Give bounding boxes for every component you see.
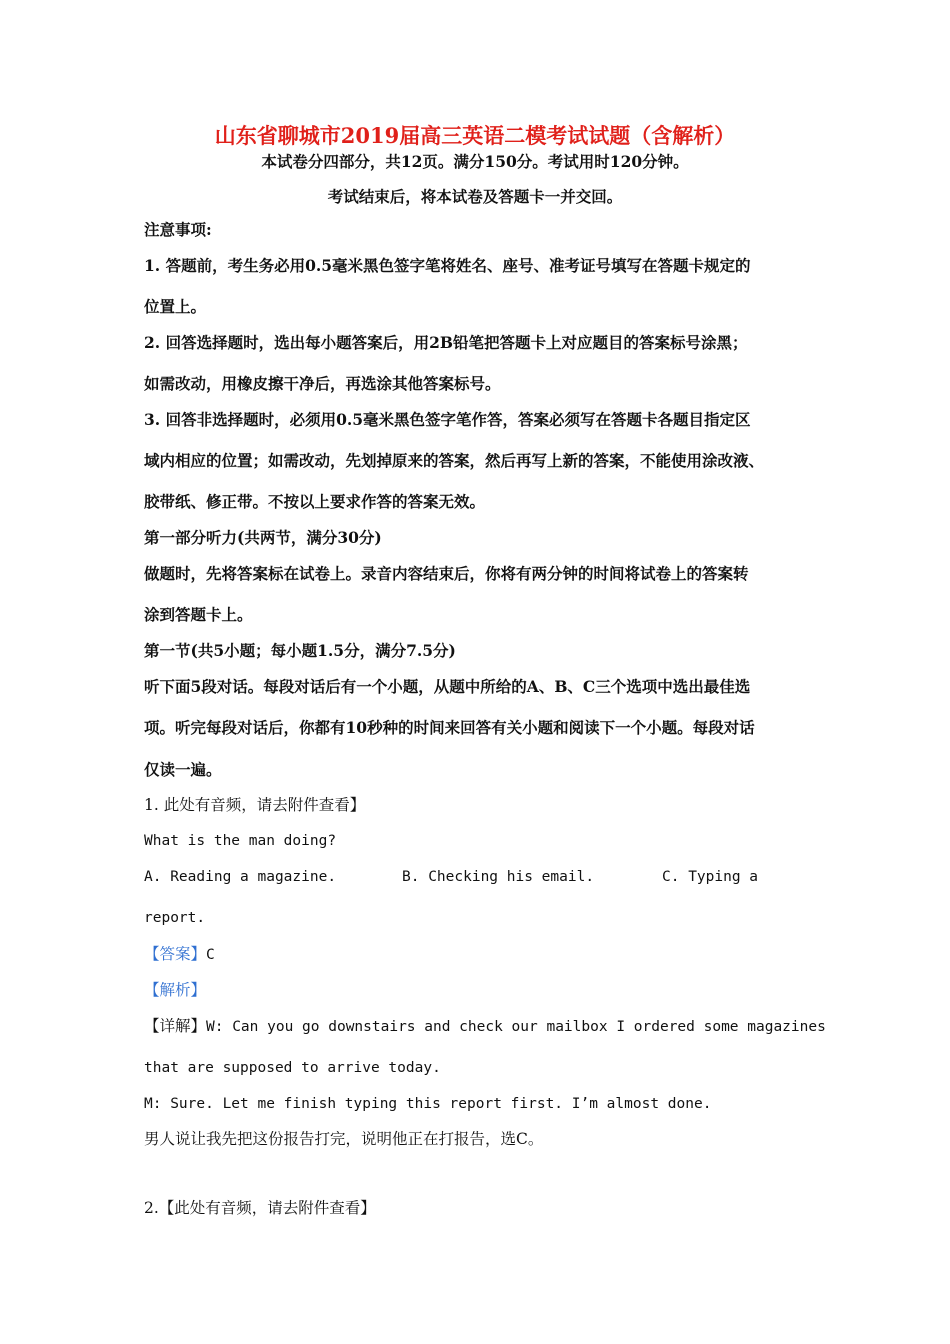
section1-desc-line-2: 项。听完每段对话后，你都有10秒种的时间来回答有关小题和阅读下一个小题。每段对话	[144, 718, 755, 737]
note-3-line-1: 3. 回答非选择题时，必须用0.5毫米黑色签字笔作答，答案必须写在答题卡各题目指定区	[144, 410, 751, 429]
note-1-line-2: 位置上。	[144, 297, 207, 316]
option-a: A. Reading a magazine.	[144, 869, 337, 885]
detail-line-1	[144, 1016, 826, 1037]
analysis-tag: 【解析】	[144, 981, 207, 999]
option-c-continued: report.	[144, 910, 206, 926]
note-2-line-1: 2. 回答选择题时，选出每小题答案后，用2B铅笔把答题卡上对应题目的答案标号涂黑；	[144, 333, 748, 352]
detail-line-2: that are supposed to arrive today.	[144, 1060, 441, 1076]
question-1-text: What is the man doing?	[144, 833, 337, 849]
option-c: C. Typing a	[662, 869, 759, 885]
section1-desc-line-1: 听下面5段对话。每段对话后有一个小题，从题中所给的A、B、C三个选项中选出最佳选	[144, 677, 751, 696]
part1-heading: 第一部分听力(共两节，满分30分)	[144, 528, 382, 547]
note-3-line-3: 胶带纸、修正带。不按以上要求作答的答案无效。	[144, 492, 486, 511]
detail-tag: 【详解】	[144, 1017, 207, 1035]
note-1-line-1: 1. 答题前，考生务必用0.5毫米黑色签字笔将姓名、座号、准考证号填写在答题卡规定的	[144, 256, 751, 275]
detail-line-3: M: Sure. Let me finish typing this report first. I’m almost done.	[144, 1096, 712, 1112]
detail-text-1: W: Can you go downstairs and check our mailbox I ordered some magazines	[206, 1019, 826, 1035]
question-2-label: 2.【此处有音频，请去附件查看】	[144, 1199, 376, 1217]
note-3-line-2: 域内相应的位置；如需改动，先划掉原来的答案，然后再写上新的答案，不能使用涂改液、	[144, 451, 765, 470]
notes-heading: 注意事项:	[144, 220, 212, 239]
exam-instruction: 考试结束后，将本试卷及答题卡一并交回。	[327, 187, 623, 206]
answer-value: C	[206, 947, 215, 963]
section1-heading: 第一节(共5小题；每小题1.5分，满分7.5分)	[144, 641, 456, 660]
explanation: 男人说让我先把这份报告打完，说明他正在打报告，选C。	[144, 1130, 544, 1148]
part1-desc-line-1: 做题时，先将答案标在试卷上。录音内容结束后，你将有两分钟的时间将试卷上的答案转	[144, 564, 749, 583]
part1-desc-line-2: 涂到答题卡上。	[144, 605, 253, 624]
question-1-label: 1. 此处有音频，请去附件查看】	[144, 796, 366, 814]
section1-desc-line-3: 仅读一遍。	[144, 760, 222, 779]
document-title: 山东省聊城市2019届高三英语二模考试试题（含解析）	[214, 123, 736, 148]
option-b: B. Checking his email.	[402, 869, 595, 885]
note-2-line-2: 如需改动，用橡皮擦干净后，再选涂其他答案标号。	[144, 374, 501, 393]
exam-info: 本试卷分四部分，共12页。满分150分。考试用时120分钟。	[261, 152, 689, 171]
answer-line	[144, 944, 215, 965]
answer-tag: 【答案】	[144, 945, 207, 963]
